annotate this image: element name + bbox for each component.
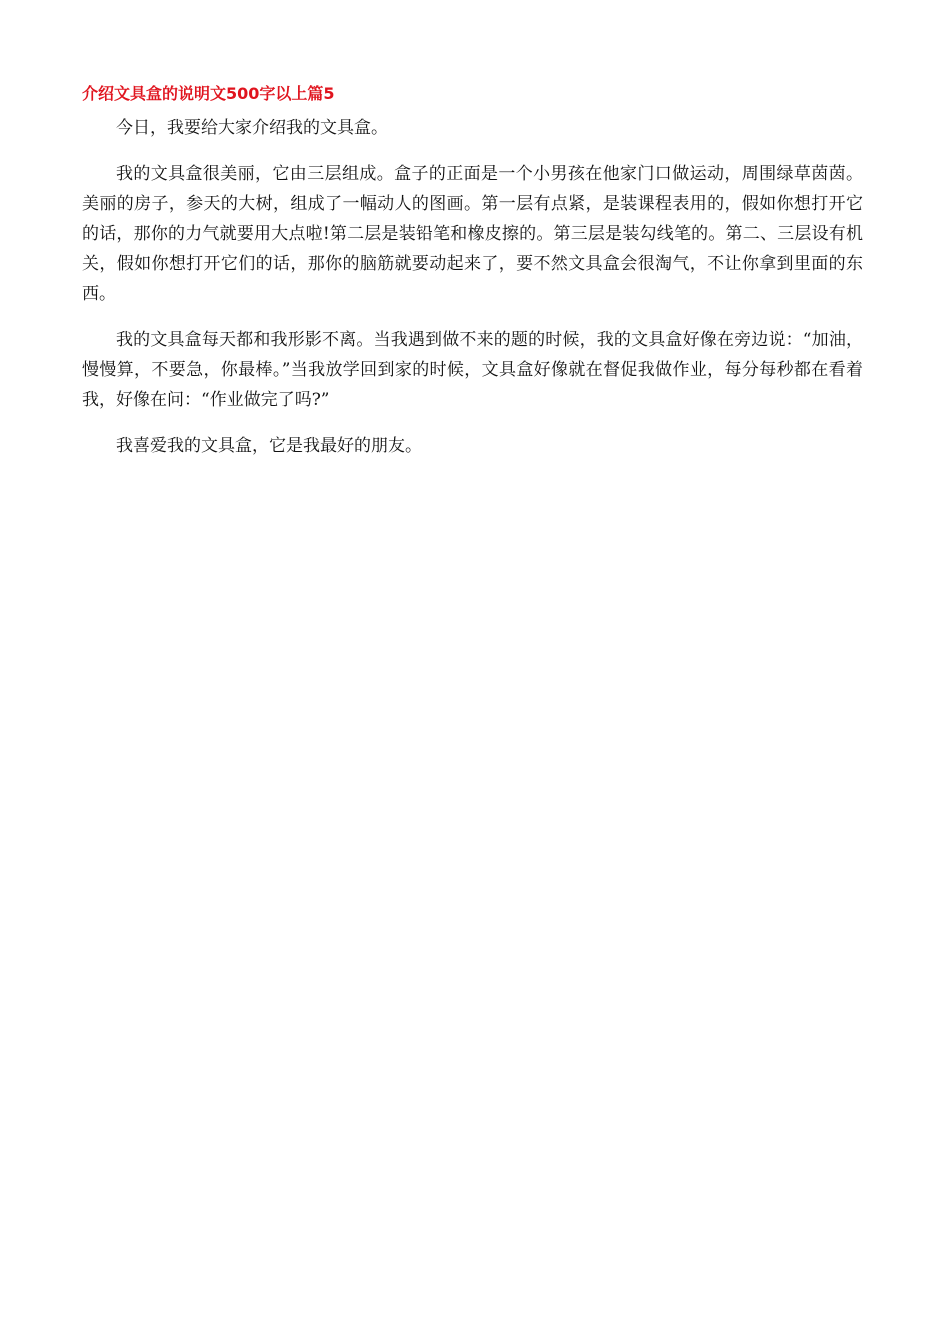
paragraph-1: 今日，我要给大家介绍我的文具盒。 xyxy=(116,118,388,138)
paragraph-4: 我喜爱我的文具盒，它是我最好的朋友。 xyxy=(116,436,422,456)
document-body xyxy=(82,113,863,477)
paragraph-3: 我的文具盒每天都和我形影不离。当我遇到做不来的题的时候，我的文具盒好像在旁边说：“加油，慢慢算，不要急，你最棒。”当我放学回到家的时候，文具盒好像就在督促我做作业，每分每秒都在看着我，好像在问：“作业做完了吗?” xyxy=(82,330,863,410)
document-title: 介绍文具盒的说明文500字以上篇5 xyxy=(82,84,335,103)
paragraph-2: 我的文具盒很美丽，它由三层组成。盒子的正面是一个小男孩在他家门口做运动，周围绿草茵茵。美丽的房子，参天的大树，组成了一幅动人的图画。第一层有点紧，是装课程表用的，假如你想打开它的话，那你的力气就要用大点啦!第二层是装铅笔和橡皮擦的。第三层是装勾线笔的。第二、三层设有机关，假如你想打开它们的话，那你的脑筋就要动起来了，要不然文具盒会很淘气，不让你拿到里面的东西。 xyxy=(82,164,863,304)
